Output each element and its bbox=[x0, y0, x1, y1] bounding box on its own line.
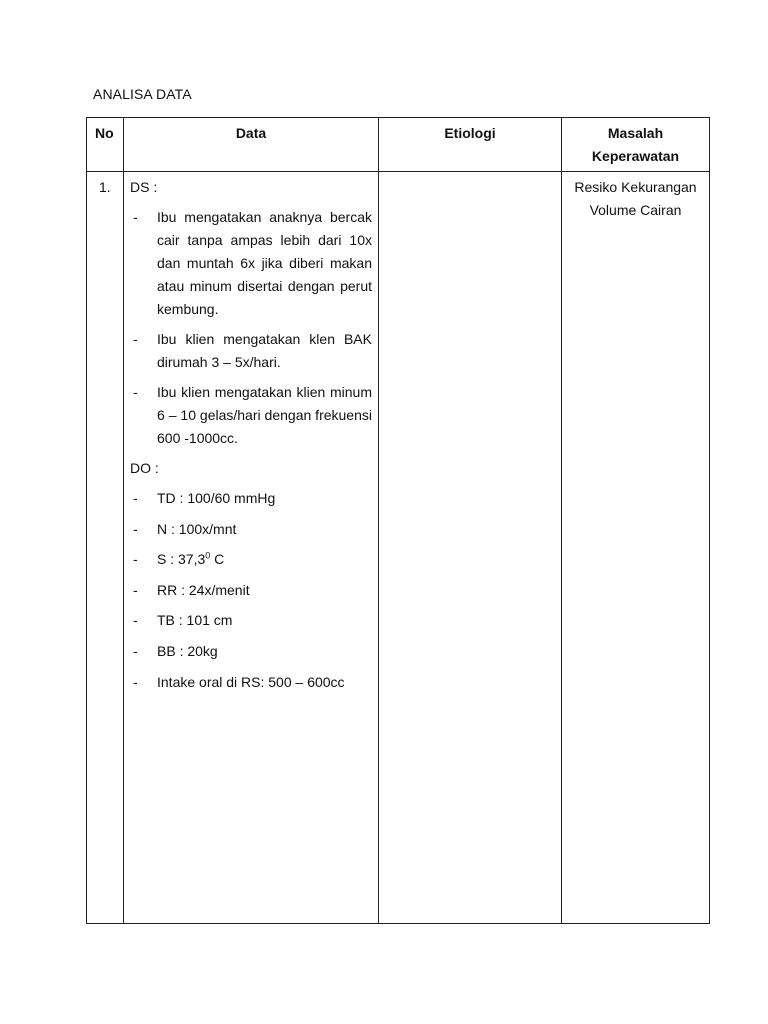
document-title: ANALISA DATA bbox=[93, 86, 192, 102]
header-masalah-line1: Masalah bbox=[607, 125, 664, 141]
data-cell bbox=[124, 172, 379, 924]
dash-bullet: - bbox=[133, 331, 138, 347]
dash-bullet: - bbox=[133, 520, 138, 537]
header-no: No bbox=[87, 118, 124, 172]
dash-bullet: - bbox=[133, 612, 138, 629]
header-data: Data bbox=[124, 118, 379, 172]
masalah-line1: Resiko Kekurangan bbox=[574, 179, 697, 195]
table-header-row bbox=[87, 118, 710, 172]
header-masalah bbox=[562, 118, 710, 172]
do-item-text: TD : 100/60 mmHg bbox=[157, 490, 276, 506]
row-number: 1. bbox=[87, 172, 124, 924]
dash-bullet: - bbox=[133, 209, 138, 225]
ds-item bbox=[130, 206, 372, 321]
do-item-n bbox=[130, 518, 372, 541]
ds-list bbox=[130, 206, 372, 450]
ds-item-text: Ibu mengatakan anaknya bercak cair tanpa ampas lebih dari 10x dan muntah 6x jika diberi makan atau minum disertai dengan perut kembung. bbox=[157, 209, 372, 317]
ds-item-text: Ibu klien mengatakan klen BAK dirumah 3 – 5x/hari. bbox=[157, 331, 372, 370]
dash-bullet: - bbox=[133, 581, 138, 598]
dash-bullet: - bbox=[133, 490, 138, 506]
table-row bbox=[87, 172, 710, 924]
ds-label: DS : bbox=[130, 179, 158, 195]
masalah-line2: Volume Cairan bbox=[589, 202, 682, 218]
do-label: DO : bbox=[130, 460, 159, 476]
do-item-s bbox=[130, 548, 372, 571]
do-item-s-suffix: C bbox=[210, 551, 225, 568]
do-item-bb bbox=[130, 640, 372, 663]
degree-superscript: 0 bbox=[205, 550, 211, 561]
ds-item bbox=[130, 328, 372, 374]
do-item-rr bbox=[130, 579, 372, 602]
do-item-td bbox=[130, 487, 372, 510]
dash-bullet: - bbox=[133, 551, 138, 568]
dash-bullet: - bbox=[133, 642, 138, 659]
ds-item-text: Ibu klien mengatakan klien minum 6 – 10 gelas/hari dengan frekuensi 600 -1000cc. bbox=[157, 384, 372, 446]
ds-item bbox=[130, 381, 372, 450]
do-item-text: RR : 24x/menit bbox=[157, 581, 250, 598]
masalah-cell bbox=[562, 172, 710, 924]
dash-bullet: - bbox=[133, 673, 138, 690]
do-item-tb bbox=[130, 609, 372, 632]
header-etiologi: Etiologi bbox=[379, 118, 562, 172]
do-item-intake bbox=[130, 671, 372, 694]
do-item-text: N : 100x/mnt bbox=[157, 520, 237, 537]
analysis-table bbox=[86, 117, 710, 924]
do-item-s-prefix: S : 37,3 bbox=[157, 551, 206, 568]
do-item-text: Intake oral di RS: 500 – 600cc bbox=[157, 673, 345, 690]
etiologi-cell bbox=[379, 172, 562, 924]
header-masalah-line2: Keperawatan bbox=[591, 148, 680, 164]
dash-bullet: - bbox=[133, 384, 138, 400]
do-item-text: BB : 20kg bbox=[157, 642, 218, 659]
do-list bbox=[130, 487, 372, 694]
do-item-text: TB : 101 cm bbox=[157, 612, 233, 629]
